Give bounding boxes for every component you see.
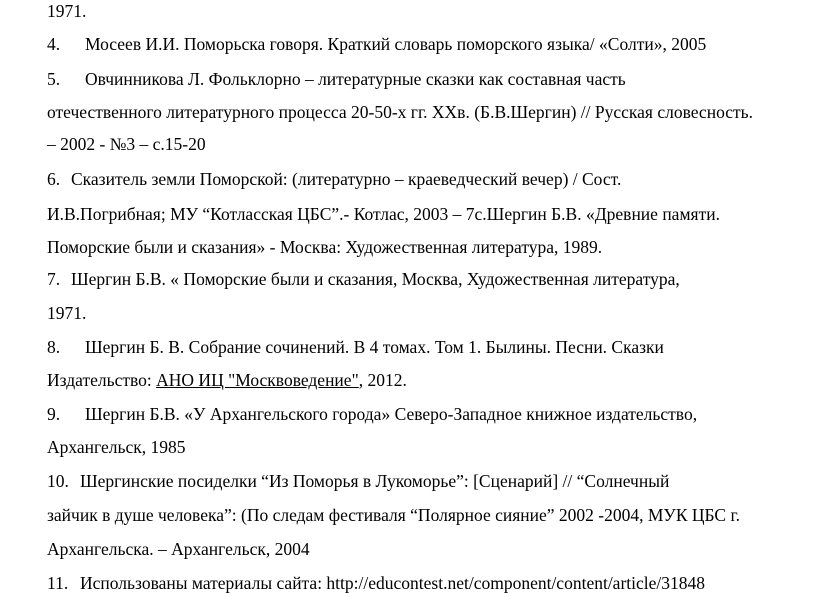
list-number: 7. <box>47 269 61 289</box>
list-item-11 <box>47 572 705 594</box>
text-line: Издательство: АНО ИЦ "Москвоведение", 2012. <box>47 370 407 390</box>
text-line: 1971. <box>47 303 87 323</box>
list-number: 5. <box>47 69 61 89</box>
list-number: 6. <box>47 169 61 189</box>
list-number: 8. <box>47 337 61 357</box>
text-line: Архангельска. – Архангельск, 2004 <box>47 539 310 559</box>
list-item-6: 6. Сказитель земли Поморской: (литературно – краеведческий вечер) / Сост. <box>47 169 622 189</box>
text-line: 1971. <box>47 1 87 21</box>
text-line: И.В.Погрибная; МУ “Котласская ЦБС”.- Котлас, 2003 – 7с.Шергин Б.В. «Древние памяти. <box>47 204 720 224</box>
publisher-link[interactable]: АНО ИЦ "Москвоведение" <box>156 370 359 390</box>
list-item-10: 10. Шергинские посиделки “Из Поморья в Лукоморье”: [Сценарий] // “Солнечный <box>47 471 670 491</box>
list-item-7: 7. Шергин Б.В. « Поморские были и сказания, Москва, Художественная литература, <box>47 269 680 289</box>
list-item-8: 8. Шергин Б. В. Собрание сочинений. В 4 томах. Том 1. Былины. Песни. Сказки <box>47 337 664 357</box>
list-number: 11. <box>47 573 69 593</box>
list-number: 9. <box>47 404 61 424</box>
list-item-4: 4. Мосеев И.И. Поморьска говоря. Краткий словарь поморского языка/ «Солти», 2005 <box>47 34 707 54</box>
source-url-text: Использованы материалы сайта: http://educontest.net/component/content/article/31848 <box>80 573 706 593</box>
text-line: Архангельск, 1985 <box>47 437 186 457</box>
list-item-9: 9. Шергин Б.В. «У Архангельского города» Северо-Западное книжное издательство, <box>47 404 698 424</box>
text-line: отечественного литературного процесса 20-50-х гг. ХХв. (Б.В.Шергин) // Русская словесность. <box>47 102 754 122</box>
text-line: Поморские были и сказания» - Москва: Художественная литература, 1989. <box>47 237 603 257</box>
list-number: 10. <box>47 471 69 491</box>
text-line: зайчик в душе человека”: (По следам фестиваля “Полярное сияние” 2002 -2004, МУК ЦБС г. <box>47 505 741 525</box>
list-item-5: 5. Овчинникова Л. Фольклорно – литературные сказки как составная часть <box>47 69 626 89</box>
text-line: – 2002 - №3 – с.15-20 <box>47 134 206 154</box>
list-number: 4. <box>47 34 61 54</box>
